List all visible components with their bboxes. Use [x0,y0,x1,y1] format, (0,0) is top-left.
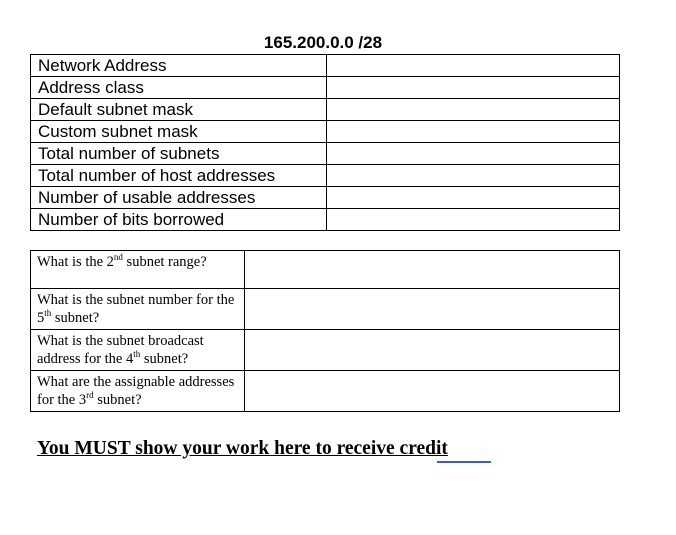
row-label: Total number of subnets [31,143,327,165]
answer-cell[interactable] [327,187,620,209]
answer-cell[interactable] [245,251,620,289]
answer-cell[interactable] [327,77,620,99]
answer-cell[interactable] [245,371,620,412]
answer-cell[interactable] [327,165,620,187]
row-label: Address class [31,77,327,99]
table-row [31,121,620,143]
page-title [0,33,676,53]
table-row [31,165,620,187]
answer-cell[interactable] [327,99,620,121]
instruction-note: You MUST show your work here to receive credit [37,438,448,459]
table-row [31,77,620,99]
answer-cell[interactable] [327,121,620,143]
question-cell [31,251,245,289]
answer-cell[interactable] [245,289,620,330]
answer-cell[interactable] [245,330,620,371]
ordinal-suffix: th [133,349,141,360]
table-row [31,209,620,231]
table-row [31,187,620,209]
table-row [31,99,620,121]
row-label: Number of bits borrowed [31,209,327,231]
question-text: What is the 2 [37,254,114,270]
question-text: subnet? [140,351,189,367]
question-text: subnet? [51,310,100,326]
question-text: subnet range? [122,254,207,270]
ordinal-suffix: th [44,308,52,319]
subnet-questions-table [30,250,620,412]
table-row [31,55,620,77]
subnet-info-table [30,54,620,231]
question-cell [31,330,245,371]
table-row [31,143,620,165]
row-label: Custom subnet mask [31,121,327,143]
ordinal-suffix: nd [113,252,123,263]
row-label: Total number of host addresses [31,165,327,187]
table-row [31,289,620,330]
row-label: Number of usable addresses [31,187,327,209]
question-text: What are the assignable addresses for the 3 [37,374,235,408]
question-text: subnet? [93,392,142,408]
answer-cell[interactable] [327,209,620,231]
table-row [31,251,620,289]
answer-cell[interactable] [327,55,620,77]
question-cell [31,371,245,412]
ordinal-suffix: rd [86,390,94,401]
answer-cell[interactable] [327,143,620,165]
row-label: Network Address [31,55,327,77]
question-text: What is the subnet broadcast address for the 4 [37,333,204,367]
question-text: What is the subnet number for the 5 [37,292,235,326]
spellcheck-underline [437,461,491,463]
title-text: 165.200.0.0 /28 [263,33,383,52]
row-label: Default subnet mask [31,99,327,121]
table-row [31,371,620,412]
question-cell [31,289,245,330]
table-row [31,330,620,371]
